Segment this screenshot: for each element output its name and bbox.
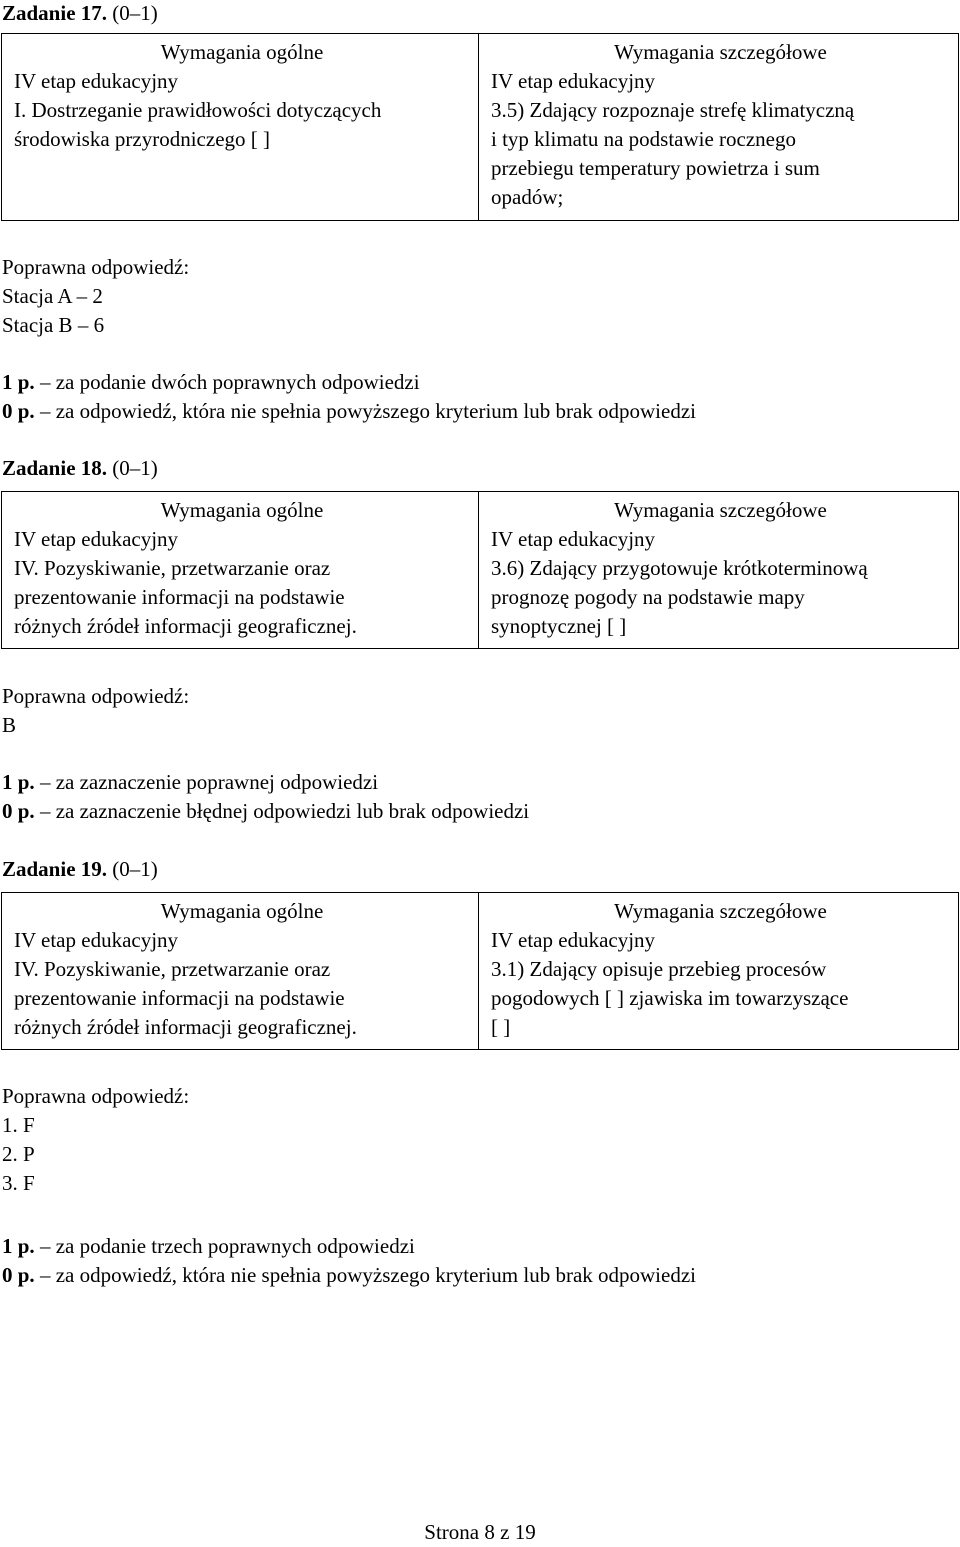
requirement-line: IV etap edukacyjny (14, 527, 179, 551)
scoring-line (2, 397, 696, 426)
answer-line: 2. P (2, 1142, 35, 1166)
general-requirements-cell (2, 492, 479, 649)
scoring-line (2, 797, 529, 826)
answer-line: B (2, 713, 17, 737)
scoring-points: 1 p. (2, 770, 35, 794)
task-19-scoring (2, 1232, 696, 1290)
task-points: (0–1) (112, 857, 158, 881)
task-17-requirements-table (1, 33, 959, 221)
requirement-line: IV. Pozyskiwanie, przetwarzanie oraz (14, 556, 331, 580)
scoring-text: – za podanie dwóch poprawnych odpowiedzi (39, 370, 420, 394)
scoring-points: 0 p. (2, 799, 35, 823)
scoring-line (2, 1261, 696, 1290)
requirement-line: i typ klimatu na podstawie rocznego (491, 127, 797, 151)
scoring-line (2, 768, 529, 797)
task-title-text: Zadanie 17. (2, 1, 108, 25)
task-title-text: Zadanie 18. (2, 456, 108, 480)
requirement-line: I. Dostrzeganie prawidłowości dotyczących (14, 98, 382, 122)
requirement-line: różnych źródeł informacji geograficznej. (14, 614, 357, 638)
answer-line: Stacja B – 6 (2, 313, 105, 337)
answer-label: Poprawna odpowiedź: (2, 255, 190, 279)
requirement-line: prezentowanie informacji na podstawie (14, 585, 345, 609)
page-number: Strona 8 z 19 (424, 1520, 536, 1544)
general-requirements-header: Wymagania ogólne (160, 498, 324, 522)
scoring-text: – za podanie trzech poprawnych odpowiedzi (39, 1234, 415, 1258)
specific-requirements-header: Wymagania szczegółowe (614, 40, 827, 64)
requirement-line: IV etap edukacyjny (14, 69, 179, 93)
requirement-line: przebiegu temperatury powietrza i sum (491, 156, 820, 180)
requirement-line: pogodowych [ ] zjawiska im towarzyszące (491, 986, 849, 1010)
general-requirements-header: Wymagania ogólne (160, 899, 324, 923)
scoring-text: – za zaznaczenie błędnej odpowiedzi lub brak odpowiedzi (39, 799, 530, 823)
requirement-line: IV etap edukacyjny (491, 928, 656, 952)
task-18-answer (2, 682, 189, 740)
requirement-line: 3.5) Zdający rozpoznaje strefę klimatyczną (491, 98, 855, 122)
answer-line: 3. F (2, 1171, 35, 1195)
requirement-line: prognozę pogody na podstawie mapy (491, 585, 805, 609)
specific-requirements-cell (479, 34, 959, 221)
task-18-requirements-table (1, 491, 959, 649)
answer-line: Stacja A – 2 (2, 284, 103, 308)
requirement-line: synoptycznej [ ] (491, 614, 627, 638)
scoring-text: – za odpowiedź, która nie spełnia powyższego kryterium lub brak odpowiedzi (39, 1263, 696, 1287)
requirement-line: [ ] (491, 1015, 511, 1039)
requirement-line: IV etap edukacyjny (491, 527, 656, 551)
requirement-line: prezentowanie informacji na podstawie (14, 986, 345, 1010)
requirement-line: IV etap edukacyjny (491, 69, 656, 93)
requirement-line: opadów; (491, 185, 564, 209)
task-19-requirements-table (1, 892, 959, 1050)
task-17-title (2, 0, 158, 28)
scoring-line (2, 368, 696, 397)
task-points: (0–1) (112, 456, 158, 480)
task-18-title (2, 454, 158, 483)
scoring-points: 0 p. (2, 1263, 35, 1287)
scoring-text: – za zaznaczenie poprawnej odpowiedzi (39, 770, 379, 794)
requirement-line: IV etap edukacyjny (14, 928, 179, 952)
requirement-line: środowiska przyrodniczego [ ] (14, 127, 270, 151)
requirement-line: 3.1) Zdający opisuje przebieg procesów (491, 957, 827, 981)
requirement-line: IV. Pozyskiwanie, przetwarzanie oraz (14, 957, 331, 981)
requirement-line: 3.6) Zdający przygotowuje krótkoterminową (491, 556, 868, 580)
general-requirements-cell (2, 893, 479, 1050)
task-title-text: Zadanie 19. (2, 857, 108, 881)
task-18-scoring (2, 768, 529, 826)
specific-requirements-cell (479, 492, 959, 649)
task-19-title (2, 855, 158, 884)
general-requirements-header: Wymagania ogólne (160, 40, 324, 64)
task-17-answer (2, 253, 189, 340)
scoring-text: – za odpowiedź, która nie spełnia powyższego kryterium lub brak odpowiedzi (39, 399, 696, 423)
scoring-points: 1 p. (2, 1234, 35, 1258)
task-19-answer (2, 1082, 189, 1198)
general-requirements-cell (2, 34, 479, 221)
scoring-points: 0 p. (2, 399, 35, 423)
scoring-line (2, 1232, 696, 1261)
scoring-points: 1 p. (2, 370, 35, 394)
answer-label: Poprawna odpowiedź: (2, 684, 190, 708)
task-17-scoring (2, 368, 696, 426)
task-points: (0–1) (112, 1, 158, 25)
specific-requirements-cell (479, 893, 959, 1050)
requirement-line: różnych źródeł informacji geograficznej. (14, 1015, 357, 1039)
specific-requirements-header: Wymagania szczegółowe (614, 498, 827, 522)
answer-label: Poprawna odpowiedź: (2, 1084, 190, 1108)
specific-requirements-header: Wymagania szczegółowe (614, 899, 827, 923)
answer-line: 1. F (2, 1113, 35, 1137)
